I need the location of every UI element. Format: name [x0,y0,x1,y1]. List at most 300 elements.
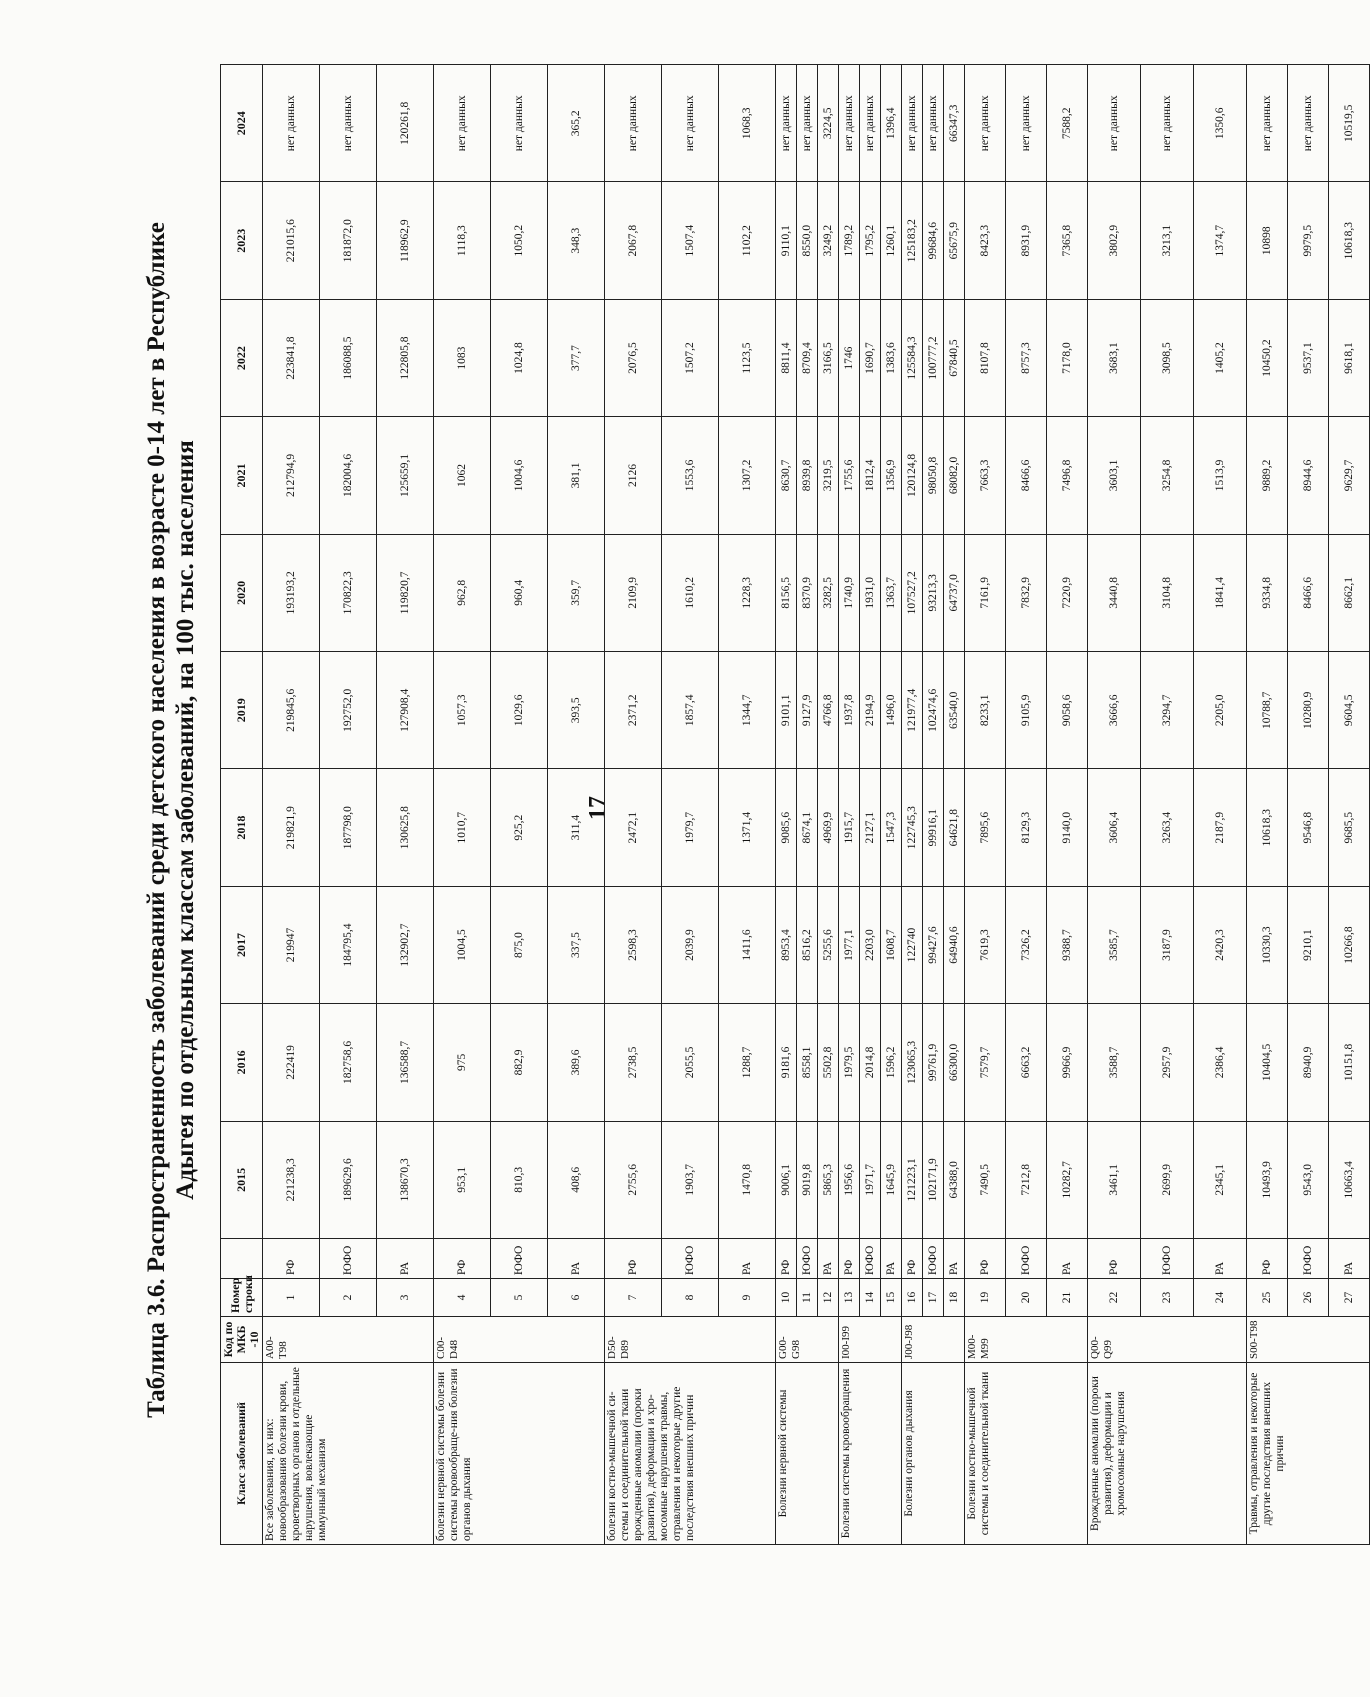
value-cell: 1690,7 [860,299,881,416]
value-cell: 99684,6 [923,182,944,299]
value-cell: 3098,5 [1141,299,1194,416]
value-cell: нет данных [491,65,548,182]
row-number-cell: 18 [944,1279,965,1317]
value-cell: 9181,6 [776,1004,797,1121]
disease-class-cell: Болезни нервной системы [776,1363,839,1545]
value-cell: 9127,9 [797,652,818,769]
header-year: 2019 [221,652,263,769]
header-year: 2016 [221,1004,263,1121]
value-cell: 1068,3 [719,65,776,182]
row-number-cell: 7 [605,1279,662,1317]
header-year: 2020 [221,534,263,651]
value-cell: 9618,1 [1329,299,1370,416]
header-year: 2024 [221,65,263,182]
value-cell: 1123,5 [719,299,776,416]
value-cell: 65675,9 [944,182,965,299]
value-cell: 3683,1 [1088,299,1141,416]
value-cell: 1411,6 [719,886,776,1003]
value-cell: 1083 [434,299,491,416]
region-cell: РА [548,1239,605,1279]
value-cell: 2699,9 [1141,1121,1194,1238]
header-year: 2018 [221,769,263,886]
value-cell: 1405,2 [1194,299,1247,416]
value-cell: 9101,1 [776,652,797,769]
value-cell: 1746 [839,299,860,416]
value-cell: 1547,3 [881,769,902,886]
region-cell: ЮФО [1141,1239,1194,1279]
region-cell: РФ [776,1239,797,1279]
value-cell: 223841,8 [263,299,320,416]
value-cell: 5865,3 [818,1121,839,1238]
value-cell: 2187,9 [1194,769,1247,886]
value-cell: 3104,8 [1141,534,1194,651]
value-cell: 365,2 [548,65,605,182]
value-cell: 975 [434,1004,491,1121]
value-cell: 181872,0 [320,182,377,299]
value-cell: 8674,1 [797,769,818,886]
value-cell: 3440,8 [1088,534,1141,651]
value-cell: нет данных [965,65,1006,182]
value-cell: 1344,7 [719,652,776,769]
value-cell: 1356,9 [881,417,902,534]
row-number-cell: 27 [1329,1279,1370,1317]
icd-code-cell: D50-D89 [605,1317,776,1363]
value-cell: 64388,0 [944,1121,965,1238]
value-cell: 2386,4 [1194,1004,1247,1121]
value-cell: 10788,7 [1247,652,1288,769]
row-number-cell: 20 [1006,1279,1047,1317]
value-cell: 8233,1 [965,652,1006,769]
value-cell: 393,5 [548,652,605,769]
value-cell: 8709,4 [797,299,818,416]
value-cell: 10282,7 [1047,1121,1088,1238]
value-cell: 3588,7 [1088,1004,1141,1121]
value-cell: 3254,8 [1141,417,1194,534]
value-cell: 3802,9 [1088,182,1141,299]
value-cell: 875,0 [491,886,548,1003]
value-cell: 882,9 [491,1004,548,1121]
value-cell: 2371,2 [605,652,662,769]
value-cell: 9388,7 [1047,886,1088,1003]
value-cell: нет данных [263,65,320,182]
value-cell: нет данных [860,65,881,182]
value-cell: 3249,2 [818,182,839,299]
region-cell: ЮФО [797,1239,818,1279]
value-cell: 1396,4 [881,65,902,182]
value-cell: 2755,6 [605,1121,662,1238]
region-cell: РА [944,1239,965,1279]
value-cell: 184795,4 [320,886,377,1003]
value-cell: 1755,6 [839,417,860,534]
value-cell: 1812,4 [860,417,881,534]
value-cell: 102171,9 [923,1121,944,1238]
region-cell: ЮФО [1288,1239,1329,1279]
header-year: 2023 [221,182,263,299]
row-number-cell: 6 [548,1279,605,1317]
value-cell: 221015,6 [263,182,320,299]
value-cell: 1029,6 [491,652,548,769]
value-cell: 1350,6 [1194,65,1247,182]
row-number-cell: 12 [818,1279,839,1317]
value-cell: 2055,5 [662,1004,719,1121]
header-year: 2017 [221,886,263,1003]
value-cell: 132902,7 [377,886,434,1003]
row-number-cell: 23 [1141,1279,1194,1317]
value-cell: 3606,4 [1088,769,1141,886]
icd-code-cell: Q00-Q99 [1088,1317,1247,1363]
table-row [605,65,662,1545]
value-cell: 125584,3 [902,299,923,416]
value-cell: 3263,4 [1141,769,1194,886]
row-number-cell: 24 [1194,1279,1247,1317]
value-cell: 1507,2 [662,299,719,416]
value-cell: 119820,7 [377,534,434,651]
value-cell: 348,3 [548,182,605,299]
value-cell: нет данных [839,65,860,182]
region-cell: РФ [1088,1239,1141,1279]
value-cell: 810,3 [491,1121,548,1238]
value-cell: 9979,5 [1288,182,1329,299]
value-cell: нет данных [662,65,719,182]
disease-class-cell: Болезни системы кровообращения [839,1363,902,1545]
value-cell: 99916,1 [923,769,944,886]
value-cell: 2076,5 [605,299,662,416]
value-cell: 9543,0 [1288,1121,1329,1238]
value-cell: 9105,9 [1006,652,1047,769]
value-cell: 182004,6 [320,417,377,534]
value-cell: 10330,3 [1247,886,1288,1003]
value-cell: 118962,9 [377,182,434,299]
row-number-cell: 19 [965,1279,1006,1317]
value-cell: 9629,7 [1329,417,1370,534]
value-cell: нет данных [902,65,923,182]
region-cell: ЮФО [860,1239,881,1279]
disease-class-cell: Травмы, отравления и некоторые другие последствия внешних причин [1247,1363,1370,1545]
row-number-cell: 17 [923,1279,944,1317]
value-cell: 7212,8 [1006,1121,1047,1238]
value-cell: 1383,6 [881,299,902,416]
value-cell: 1553,6 [662,417,719,534]
value-cell: 10663,4 [1329,1121,1370,1238]
value-cell: 121977,4 [902,652,923,769]
page-number: 17 [585,796,611,820]
value-cell: 120261,8 [377,65,434,182]
row-number-cell: 4 [434,1279,491,1317]
table-row [839,65,860,1545]
value-cell: 10266,8 [1329,886,1370,1003]
icd-code-cell: G00-G98 [776,1317,839,1363]
value-cell: 9019,8 [797,1121,818,1238]
disease-class-cell: болезни костно-мышечной си-стемы и соединительной ткани врожденные аномалии (пороки развития), деформации и хро-мосомные нарушения травмы, отравления и некоторые другие последствия внешних причин [605,1363,776,1545]
value-cell: 8931,9 [1006,182,1047,299]
header-year: 2022 [221,299,263,416]
row-number-cell: 9 [719,1279,776,1317]
value-cell: 2205,0 [1194,652,1247,769]
value-cell: 8630,7 [776,417,797,534]
value-cell: 3166,5 [818,299,839,416]
region-cell: ЮФО [662,1239,719,1279]
value-cell: 8558,1 [797,1004,818,1121]
value-cell: 3282,5 [818,534,839,651]
region-cell: РА [1329,1239,1370,1279]
region-cell: РФ [965,1239,1006,1279]
value-cell: 2203,0 [860,886,881,1003]
value-cell: 1979,7 [662,769,719,886]
header-year: 2015 [221,1121,263,1238]
value-cell: 7490,5 [965,1121,1006,1238]
region-cell: РФ [263,1239,320,1279]
value-cell: нет данных [1247,65,1288,182]
value-cell: 136588,7 [377,1004,434,1121]
value-cell: 1004,5 [434,886,491,1003]
value-cell: 102474,6 [923,652,944,769]
table-header-row [221,65,263,1545]
value-cell: 64940,6 [944,886,965,1003]
value-cell: 9006,1 [776,1121,797,1238]
value-cell: 10151,8 [1329,1004,1370,1121]
value-cell: 1118,3 [434,182,491,299]
value-cell: 10404,5 [1247,1004,1288,1121]
value-cell: 3461,1 [1088,1121,1141,1238]
icd-code-cell: C00-D48 [434,1317,605,1363]
region-cell: РФ [1247,1239,1288,1279]
value-cell: 1977,1 [839,886,860,1003]
value-cell: 182758,6 [320,1004,377,1121]
value-cell: 193193,2 [263,534,320,651]
header-class: Класс заболеваний [221,1363,263,1545]
table-row [902,65,923,1545]
table-row [776,65,797,1545]
value-cell: 1841,4 [1194,534,1247,651]
value-cell: 2194,9 [860,652,881,769]
value-cell: 170822,3 [320,534,377,651]
value-cell: 2039,9 [662,886,719,1003]
value-cell: 953,1 [434,1121,491,1238]
value-cell: 960,4 [491,534,548,651]
icd-code-cell: I00-I99 [839,1317,902,1363]
region-cell: РА [1194,1239,1247,1279]
value-cell: 7895,6 [965,769,1006,886]
value-cell: 1496,0 [881,652,902,769]
value-cell: 68082,0 [944,417,965,534]
row-number-cell: 14 [860,1279,881,1317]
value-cell: 120124,8 [902,417,923,534]
value-cell: 5502,8 [818,1004,839,1121]
value-cell: 1374,7 [1194,182,1247,299]
value-cell: 2067,8 [605,182,662,299]
value-cell: 962,8 [434,534,491,651]
value-cell: 1740,9 [839,534,860,651]
table-row [965,65,1006,1545]
value-cell: 1507,4 [662,182,719,299]
value-cell: 8940,9 [1288,1004,1329,1121]
value-cell: 8107,8 [965,299,1006,416]
value-cell: 1789,2 [839,182,860,299]
value-cell: 66347,3 [944,65,965,182]
table-row [263,65,320,1545]
value-cell: 192752,0 [320,652,377,769]
value-cell: 99427,6 [923,886,944,1003]
region-cell: РА [818,1239,839,1279]
value-cell: 3585,7 [1088,886,1141,1003]
value-cell: 1857,4 [662,652,719,769]
value-cell: 8811,4 [776,299,797,416]
row-number-cell: 13 [839,1279,860,1317]
value-cell: 408,6 [548,1121,605,1238]
value-cell: 1645,9 [881,1121,902,1238]
value-cell: 1288,7 [719,1004,776,1121]
value-cell: 8516,2 [797,886,818,1003]
value-cell: нет данных [1006,65,1047,182]
icd-code-cell: S00-T98 [1247,1317,1370,1363]
value-cell: 3187,9 [1141,886,1194,1003]
value-cell: нет данных [605,65,662,182]
value-cell: 121223,1 [902,1121,923,1238]
value-cell: 3603,1 [1088,417,1141,534]
value-cell: 9966,9 [1047,1004,1088,1121]
value-cell: 1971,7 [860,1121,881,1238]
region-cell: РФ [434,1239,491,1279]
table-title-line-1: Таблица 3.6. Распространенность заболеваний среди детского населения в возрасте 0-14 лет в Республике [143,222,170,1418]
region-cell: РФ [839,1239,860,1279]
value-cell: нет данных [1141,65,1194,182]
morbidity-table [220,64,1370,1545]
value-cell: 8757,3 [1006,299,1047,416]
value-cell: 1260,1 [881,182,902,299]
value-cell: 2109,9 [605,534,662,651]
value-cell: 8423,3 [965,182,1006,299]
value-cell: 2738,5 [605,1004,662,1121]
value-cell: 1915,7 [839,769,860,886]
value-cell: 8939,8 [797,417,818,534]
value-cell: 3666,6 [1088,652,1141,769]
table-title-line-2: Адыгея по отдельным классам заболеваний, на 100 тыс. населения [172,440,199,1200]
row-number-cell: 21 [1047,1279,1088,1317]
value-cell: 125183,2 [902,182,923,299]
value-cell: 100777,2 [923,299,944,416]
value-cell: 8466,6 [1288,534,1329,651]
value-cell: 7832,9 [1006,534,1047,651]
value-cell: 1371,4 [719,769,776,886]
value-cell: 219845,6 [263,652,320,769]
value-cell: 1307,2 [719,417,776,534]
value-cell: 377,7 [548,299,605,416]
value-cell: 2127,1 [860,769,881,886]
value-cell: 925,2 [491,769,548,886]
value-cell: 3219,5 [818,417,839,534]
region-cell: ЮФО [1006,1239,1047,1279]
header-year: 2021 [221,417,263,534]
value-cell: 66300,0 [944,1004,965,1121]
value-cell: 1228,3 [719,534,776,651]
value-cell: 10519,5 [1329,65,1370,182]
value-cell: 8370,9 [797,534,818,651]
value-cell: 7365,8 [1047,182,1088,299]
value-cell: 1363,7 [881,534,902,651]
value-cell: 9085,6 [776,769,797,886]
value-cell: 1102,2 [719,182,776,299]
header-region [221,1239,263,1279]
value-cell: 3224,5 [818,65,839,182]
table-row [1088,65,1141,1545]
value-cell: 2598,3 [605,886,662,1003]
value-cell: 8129,3 [1006,769,1047,886]
value-cell: 1610,2 [662,534,719,651]
region-cell: ЮФО [491,1239,548,1279]
value-cell: 1608,7 [881,886,902,1003]
value-cell: 3213,1 [1141,182,1194,299]
value-cell: 381,1 [548,417,605,534]
value-cell: нет данных [1288,65,1329,182]
value-cell: 10618,3 [1247,769,1288,886]
value-cell: нет данных [776,65,797,182]
disease-class-cell: Болезни костно-мышечной системы и соединительной ткани [965,1363,1088,1545]
value-cell: 1513,9 [1194,417,1247,534]
row-number-cell: 3 [377,1279,434,1317]
value-cell: 107527,2 [902,534,923,651]
value-cell: 222419 [263,1004,320,1121]
region-cell: РА [881,1239,902,1279]
value-cell: 1010,7 [434,769,491,886]
value-cell: 1795,2 [860,182,881,299]
value-cell: 337,5 [548,886,605,1003]
value-cell: 311,4 [548,769,605,886]
table-row [1247,65,1288,1545]
value-cell: 189629,6 [320,1121,377,1238]
value-cell: 6663,2 [1006,1004,1047,1121]
value-cell: 219821,9 [263,769,320,886]
value-cell: 9546,8 [1288,769,1329,886]
value-cell: 5255,6 [818,886,839,1003]
disease-class-cell: болезни нервной системы болезни системы кровообраще-ния болезни органов дыхания [434,1363,605,1545]
value-cell: 122805,8 [377,299,434,416]
value-cell: 1931,0 [860,534,881,651]
value-cell: 64737,0 [944,534,965,651]
region-cell: РА [1047,1239,1088,1279]
value-cell: 187798,0 [320,769,377,886]
value-cell: 4766,8 [818,652,839,769]
value-cell: 212794,9 [263,417,320,534]
value-cell: 1050,2 [491,182,548,299]
value-cell: 2014,8 [860,1004,881,1121]
value-cell: 2126 [605,417,662,534]
region-cell: ЮФО [320,1239,377,1279]
region-cell: ЮФО [923,1239,944,1279]
value-cell: 123065,3 [902,1004,923,1121]
row-number-cell: 8 [662,1279,719,1317]
disease-class-cell: Все заболевания, их них: новообразования болезни крови, кроветворных органов и отдельные нарушения, вовлекающие иммунный механизм [263,1363,434,1545]
value-cell: 122740 [902,886,923,1003]
value-cell: 1062 [434,417,491,534]
value-cell: 9058,6 [1047,652,1088,769]
row-number-cell: 15 [881,1279,902,1317]
value-cell: 9210,1 [1288,886,1329,1003]
value-cell: 8662,1 [1329,534,1370,651]
value-cell: 130625,8 [377,769,434,886]
value-cell: 7619,3 [965,886,1006,1003]
value-cell: нет данных [923,65,944,182]
value-cell: 98050,8 [923,417,944,534]
icd-code-cell: J00-J98 [902,1317,965,1363]
region-cell: РА [377,1239,434,1279]
table-title [142,55,200,1585]
row-number-cell: 5 [491,1279,548,1317]
value-cell: 8156,5 [776,534,797,651]
value-cell: 221238,3 [263,1121,320,1238]
value-cell: 138670,3 [377,1121,434,1238]
row-number-cell: 1 [263,1279,320,1317]
value-cell: 9537,1 [1288,299,1329,416]
